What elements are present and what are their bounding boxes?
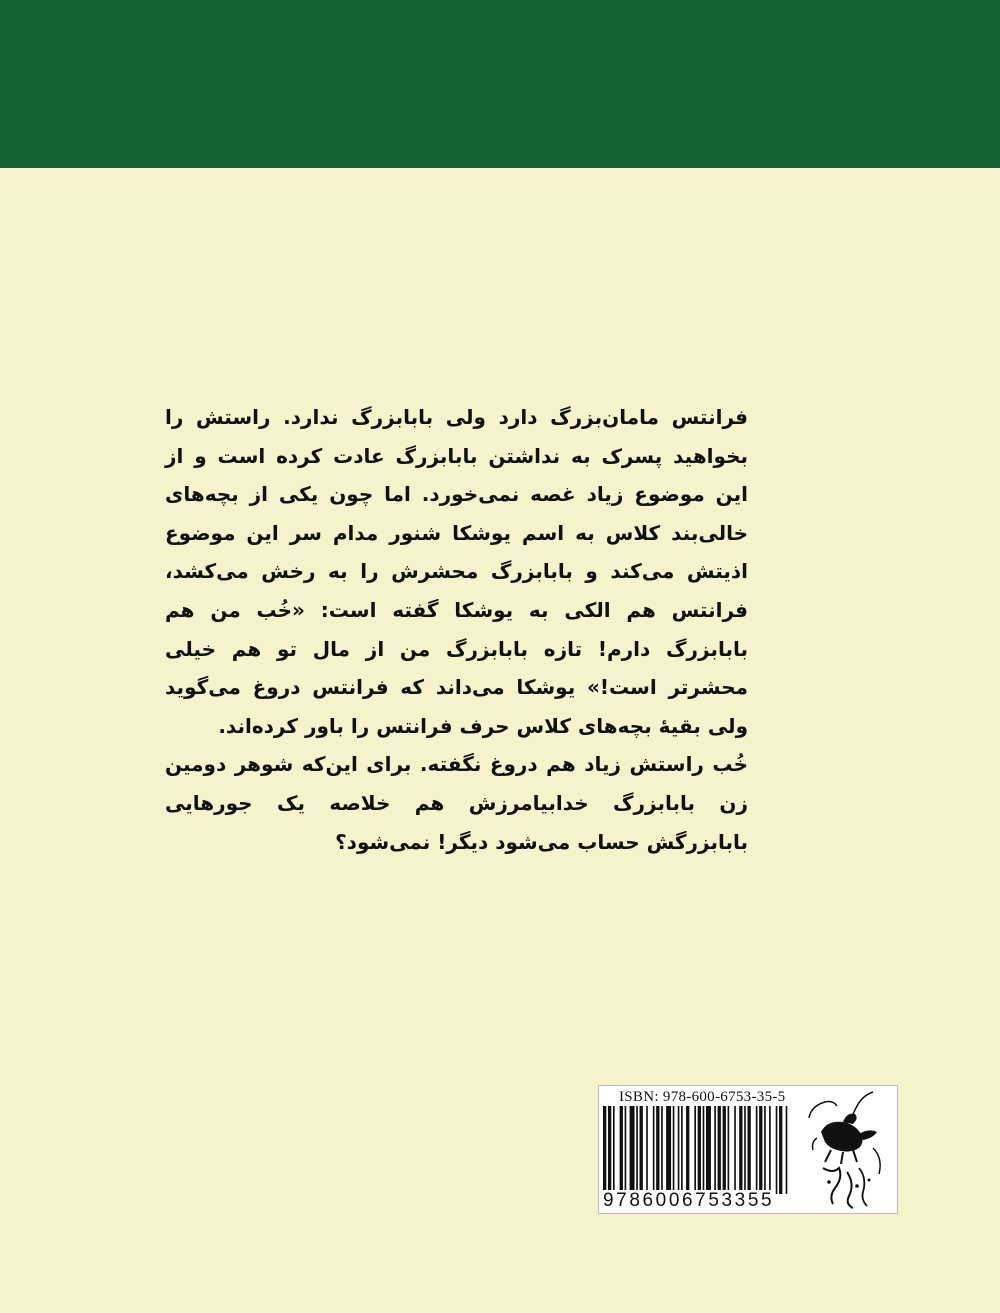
barcode-bar — [653, 1106, 655, 1194]
barcode-bar — [744, 1106, 746, 1194]
barcode-bar — [698, 1106, 701, 1194]
barcode-bar — [739, 1106, 742, 1194]
barcode-bar — [625, 1106, 627, 1194]
barcode-bar — [636, 1106, 638, 1194]
barcode-bar — [681, 1106, 683, 1194]
barcode-bar — [661, 1106, 663, 1194]
barcode-bar — [640, 1106, 643, 1194]
barcode-bar — [656, 1106, 659, 1194]
barcode-bar — [714, 1106, 716, 1194]
back-cover-blurb — [165, 398, 748, 861]
barcode-bar — [630, 1106, 635, 1194]
isbn-label: ISBN: 978-600-6753-35-5 — [619, 1089, 786, 1105]
barcode-bar — [666, 1106, 671, 1194]
barcode-bar — [779, 1106, 782, 1194]
barcode-bar — [786, 1106, 788, 1194]
barcode-bar — [694, 1106, 696, 1194]
barcode-bar — [728, 1106, 730, 1194]
blurb-paragraph-2: خُب راستش زیاد هم دروغ نگفته. برای این‌که شوهر دومین زن بابابزرگ خدابیامرزش هم خلاصه یک جورهایی بابابزرگش حساب می‌شود دیگر! نمی‌شود؟ — [165, 752, 748, 854]
barcode-bar — [747, 1106, 750, 1194]
barcode-bar — [686, 1106, 689, 1194]
barcode-bar — [706, 1106, 711, 1194]
barcode-bar — [723, 1106, 726, 1194]
barcode-bar — [703, 1106, 705, 1194]
barcode-bar — [764, 1106, 766, 1194]
barcode-bar — [613, 1106, 615, 1194]
barcode-bar — [608, 1106, 611, 1194]
publisher-logo-icon — [803, 1088, 893, 1212]
blurb-paragraph-1: فرانتس مامان‌بزرگ دارد ولی بابابزرگ ندارد. راستش را بخواهید پسرک به نداشتن بابابزرگ عادت کرده است و از این موضوع زیاد غصه نمی‌خورد. اما چون یکی از بچه‌های خالی‌بند کلاس به اسم یوشکا شنور مدام سر این موضوع اذیتش می‌کند و بابابزرگ محشرش را به رخش می‌کشد، فرانتس هم الکی به یوشکا گفته است: «خُب من هم بابابزرگ دارم! تازه بابابزرگ من از مال تو هم خیلی محشرتر است!» یوشکا می‌داند که فرانتس دروغ می‌گوید ولی بقیهٔ بچه‌های کلاس حرف فرانتس را باور کرده‌اند. — [165, 405, 748, 738]
barcode-bar — [718, 1106, 721, 1194]
top-color-band — [0, 0, 1000, 168]
barcode-bar — [673, 1106, 675, 1194]
barcode-digits: 9786006753355 — [603, 1190, 775, 1211]
barcode-bar — [769, 1106, 771, 1194]
barcode-bar — [678, 1106, 680, 1194]
barcode-bar — [776, 1106, 778, 1194]
barcode-bar — [620, 1106, 623, 1194]
barcode-bar — [734, 1106, 736, 1194]
barcode-bar — [646, 1106, 648, 1194]
barcode-bars — [603, 1106, 793, 1194]
barcode-bar — [603, 1106, 606, 1194]
barcode-bar — [756, 1106, 758, 1194]
barcode-bar — [759, 1106, 762, 1194]
